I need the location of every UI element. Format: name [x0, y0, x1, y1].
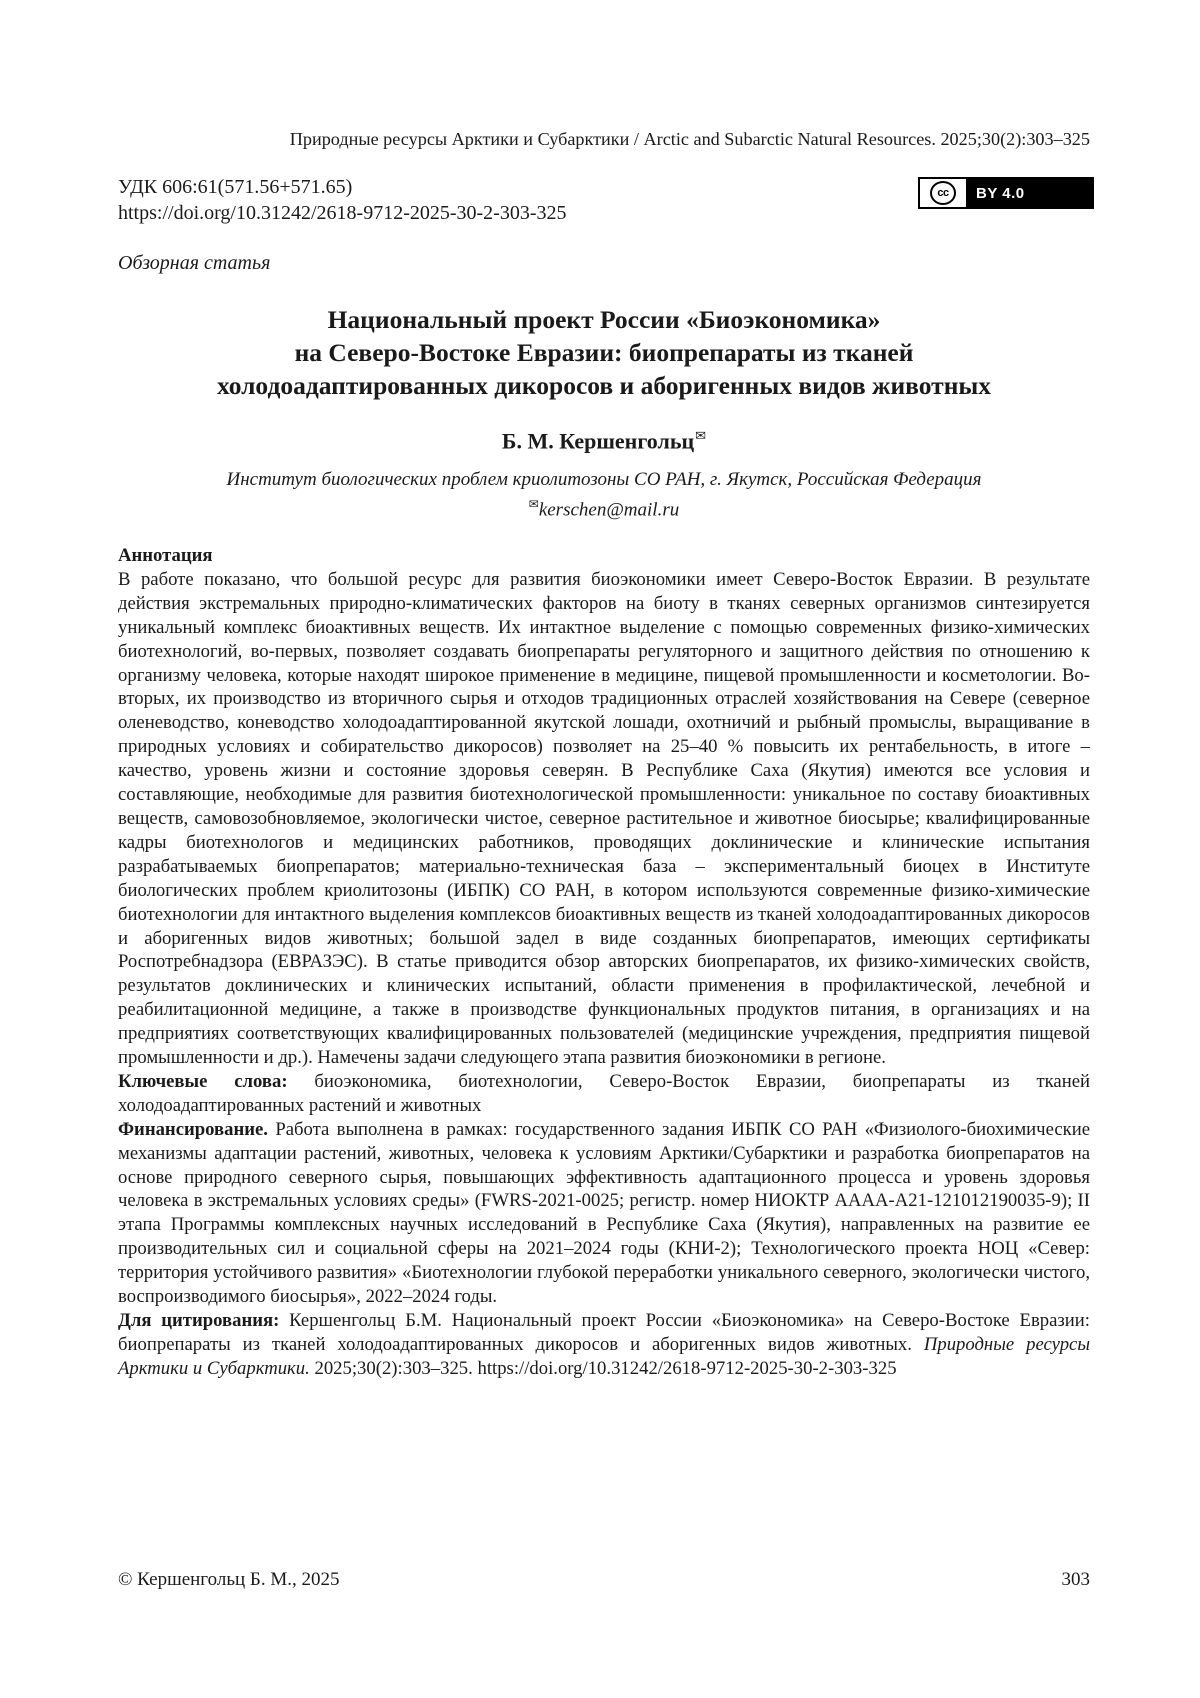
creative-commons-icon: cc — [930, 181, 956, 205]
copyright-notice: © Кершенгольц Б. М., 2025 — [118, 1569, 340, 1590]
funding-text: Работа выполнена в рамках: государственного задания ИБПК СО РАН «Физиолого-биохимические механизмы адаптации растений, животных, человека к условиям Арктики/Субарктики и разработка биопрепаратов на основе природного северного сырья, повышающих эффективность адаптационного процесса и уровень здоровья человека в экстремальных условиях среды» (FWRS-2021-0025; регистр. номер НИОКТР АААА-А21-121012190035-9); II этапа Программы комплексных научных исследований в Республике Саха (Якутия), направленных на развитие ее производительных сил и социальной сферы на 2021–2024 годы (КНИ-2); Технологического проекта НОЦ «Север: территория устойчивого развития» «Биотехнологии глубокой переработки уникального северного, экологически чистого, воспроизводимого биосырья», 2022–2024 годы. — [118, 1118, 1091, 1308]
journal-running-header: Природные ресурсы Арктики и Субарктики / Arctic and Subarctic Natural Resources. 2025;30(2):303–325 — [289, 129, 1090, 149]
author-email[interactable]: kerschen@mail.ru — [538, 499, 680, 521]
citation-journal: Природные ресурсы Арктики и Субарктики. — [118, 1333, 1090, 1379]
article-meta — [118, 174, 567, 226]
title-line: на Северо-Востоке Евразии: биопрепараты из тканей — [294, 338, 914, 367]
author-line — [118, 422, 1090, 455]
funding-label: Финансирование. — [118, 1118, 268, 1140]
keywords-text: биоэкономика, биотехнологии, Северо-Восток Евразии, биопрепараты из тканей холодоадаптированных растений и животных — [118, 1070, 1090, 1116]
title-line: холодоадаптированных дикоросов и аборигенных видов животных — [216, 371, 992, 400]
title-line: Национальный проект России «Биоэкономика» — [327, 305, 881, 334]
citation-doi[interactable]: 2025;30(2):303–325. https://doi.org/10.31242/2618-9712-2025-30-2-303-325 — [314, 1357, 897, 1379]
article-title — [118, 303, 1090, 402]
affiliation-block — [118, 468, 1090, 522]
cc-by-license-badge[interactable] — [918, 177, 1094, 209]
license-label: BY 4.0 — [976, 184, 1025, 202]
page-number: 303 — [1061, 1569, 1090, 1590]
funding-paragraph — [118, 1118, 1090, 1309]
udc-code: УДК 606:61(571.56+571.65) — [118, 176, 353, 198]
cc-logo — [920, 179, 966, 207]
citation-label: Для цитирования: — [118, 1310, 280, 1331]
abstract-heading: Аннотация — [118, 545, 213, 566]
article-type: Обзорная статья — [118, 252, 271, 274]
envelope-icon: ✉ — [695, 428, 707, 443]
abstract-text: В работе показано, что большой ресурс для развития биоэкономики имеет Северо-Восток Евразии. В результате действия экстремальных природно-климатических факторов на биоту в тканях северных организмов синтезируется уникальный комплекс биоактивных веществ. Их интактное выделение с помощью современных физико-химических биотехнологий, во-первых, позволяет создавать биопрепараты регуляторного и защитного действия по отношению к организму человека, которые находят широкое применение в медицине, пищевой промышленности и косметологии. Во-вторых, их производство из вторичного сырья и отходов традиционных отраслей хозяйствования на Севере (северное оленеводство, коневодство холодоадаптированной якутской лошади, охотничий и рыбный промыслы, выращивание в природных условиях и собирательство дикоросов) позволяет на 25–40 % повысить их рентабельность, в итоге – качество, уровень жизни и состояние здоровья северян. В Республике Саха (Якутия) имеются все условия и составляющие, необходимые для развития биотехнологической промышленности: уникальное по составу биоактивных веществ, самовозобновляемое, экологически чистое, северное растительное и животное биосырье; квалифицированные кадры биотехнологов и медицинских работников, проводящих доклинические и клинические испытания разрабатываемых биопрепаратов; материально-техническая база – экспериментальный биоцех в Институте биологических проблем криолитозоны (ИБПК) СО РАН, в котором используются современные физико-химические биотехнологии для интактного выделения комплексов биоактивных веществ из тканей холодоадаптированных дикоросов и аборигенных видов животных; большой задел в виде созданных биопрепаратов, имеющих сертификаты Роспотребнадзора (ЕВРАЗЭС). В статье приводится обзор авторских биопрепаратов, их физико-химических свойств, результатов доклинических и клинических испытаний, области применения в профилактической, лечебной и реабилитационной медицине, а также в производстве функциональных продуктов питания, в организациях и на предприятиях соответствующих квалифицированных пользователей (медицинские учреждения, предприятия пищевой промышленности и др.). Намечены задачи следующего этапа развития биоэкономики в регионе. — [118, 568, 1090, 1069]
affiliation-email-line — [118, 492, 1090, 522]
citation-text: Кершенгольц Б.М. Национальный проект России «Биоэкономика» на Северо-Востоке Евразии: биопрепараты из тканей холодоадаптированных дикоросов и аборигенных видов животных. — [118, 1310, 1091, 1355]
article-front-matter — [118, 544, 1090, 1381]
author-name: Б. М. Кершенгольц — [501, 428, 695, 454]
citation-paragraph — [118, 1309, 1090, 1381]
doi-link[interactable]: https://doi.org/10.31242/2618-9712-2025-30-2-303-325 — [118, 202, 567, 224]
keywords-label: Ключевые слова: — [118, 1070, 288, 1092]
affiliation-institute: Институт биологических проблем криолитозоны СО РАН, г. Якутск, Российская Федерация — [226, 469, 982, 490]
envelope-icon: ✉ — [528, 497, 539, 511]
keywords-paragraph — [118, 1070, 1090, 1118]
